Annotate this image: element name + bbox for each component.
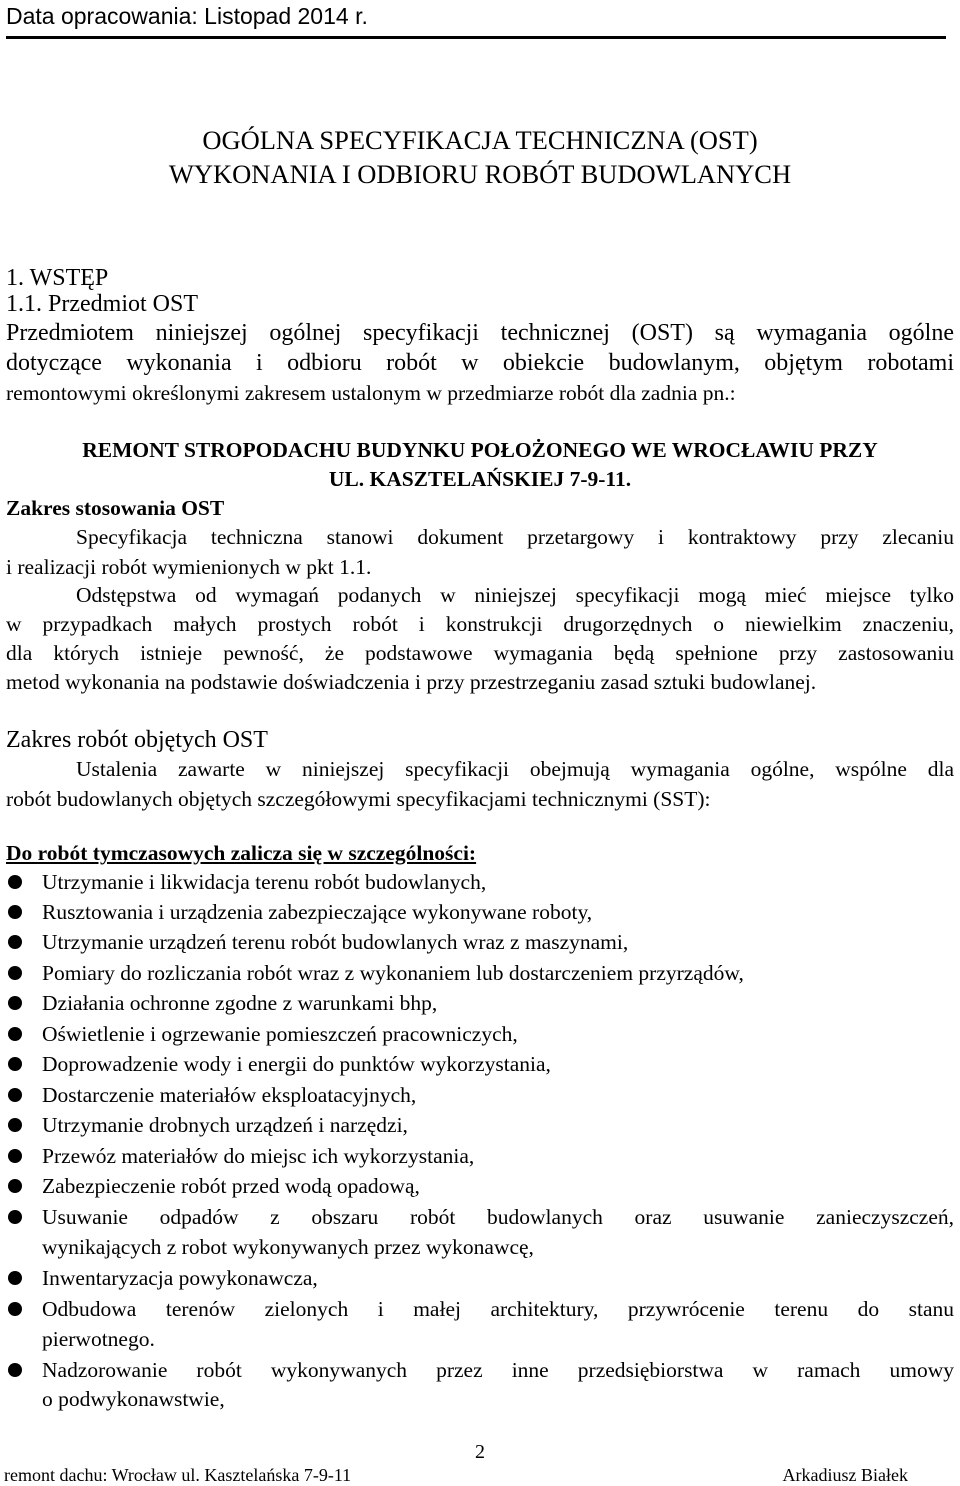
bullet-icon bbox=[8, 1210, 22, 1224]
footer-right: Arkadiusz Białek bbox=[782, 1465, 908, 1485]
list-item: Zabezpieczenie robót przed wodą opadową, bbox=[42, 1174, 420, 1198]
works-paragraph-line: robót budowlanych objętych szczegółowymi specyfikacjami technicznymi (SST): bbox=[6, 787, 711, 811]
scope-paragraph-line: Specyfikacja techniczna stanowi dokument przetargowy i kontraktowy przy zlecaniu bbox=[76, 525, 954, 549]
list-item-continuation: wynikających z robot wykonywanych przez wykonawcę, bbox=[42, 1235, 534, 1259]
document-title-line-1: OGÓLNA SPECYFIKACJA TECHNICZNA (OST) bbox=[202, 125, 758, 155]
list-item: Inwentaryzacja powykonawcza, bbox=[42, 1266, 318, 1290]
temporary-works-heading: Do robót tymczasowych zalicza się w szczególności: bbox=[6, 841, 477, 865]
intro-paragraph-line: dotyczące wykonania i odbioru robót w obiekcie budowlanym, objętym robotami bbox=[6, 350, 954, 376]
list-item: Usuwanie odpadów z obszaru robót budowlanych oraz usuwanie zanieczyszczeń, bbox=[42, 1205, 954, 1229]
scope-heading: Zakres stosowania OST bbox=[6, 496, 225, 520]
bullet-icon bbox=[8, 1118, 22, 1132]
project-name-line-1: REMONT STROPODACHU BUDYNKU POŁOŻONEGO WE WROCŁAWIU PRZY bbox=[82, 438, 878, 462]
list-item-continuation: o podwykonawstwie, bbox=[42, 1387, 225, 1411]
page-header bbox=[6, 0, 946, 39]
bullet-icon bbox=[8, 1057, 22, 1071]
footer-left: remont dachu: Wrocław ul. Kasztelańska 7-9-11 bbox=[4, 1465, 352, 1485]
deviation-paragraph-line: w przypadkach małych prostych robót i konstrukcji drugorzędnych o niewielkim znaczeniu, bbox=[6, 612, 954, 636]
works-heading: Zakres robót objętych OST bbox=[6, 727, 268, 753]
page-number: 2 bbox=[475, 1441, 485, 1463]
bullet-icon bbox=[8, 1271, 22, 1285]
list-item: Oświetlenie i ogrzewanie pomieszczeń pracowniczych, bbox=[42, 1022, 518, 1046]
section-heading: 1. WSTĘP bbox=[6, 265, 109, 291]
bullet-icon bbox=[8, 875, 22, 889]
list-item: Utrzymanie urządzeń terenu robót budowlanych wraz z maszynami, bbox=[42, 930, 629, 954]
bullet-icon bbox=[8, 996, 22, 1010]
list-item: Dostarczenie materiałów eksploatacyjnych, bbox=[42, 1083, 417, 1107]
project-name-line-2: UL. KASZTELAŃSKIEJ 7-9-11. bbox=[328, 467, 632, 491]
subsection-heading: 1.1. Przedmiot OST bbox=[6, 291, 198, 317]
bullet-icon bbox=[8, 905, 22, 919]
bullet-icon bbox=[8, 1088, 22, 1102]
list-item: Działania ochronne zgodne z warunkami bhp, bbox=[42, 991, 438, 1015]
bullet-icon bbox=[8, 1302, 22, 1316]
list-item: Utrzymanie i likwidacja terenu robót budowlanych, bbox=[42, 870, 487, 894]
bullet-icon bbox=[8, 1027, 22, 1041]
bullet-icon bbox=[8, 1363, 22, 1377]
list-item: Przewóz materiałów do miejsc ich wykorzystania, bbox=[42, 1144, 475, 1168]
bullet-icon bbox=[8, 1149, 22, 1163]
header-date: Data opracowania: Listopad 2014 r. bbox=[6, 3, 368, 29]
intro-paragraph-line: remontowymi określonymi zakresem ustalonym w przedmiarze robót dla zadnia pn.: bbox=[6, 381, 736, 405]
bullet-icon bbox=[8, 966, 22, 980]
bullet-icon bbox=[8, 935, 22, 949]
deviation-paragraph-line: metod wykonania na podstawie doświadczenia i przy przestrzeganiu zasad sztuki budowlanej. bbox=[6, 670, 817, 694]
scope-paragraph-line: i realizacji robót wymienionych w pkt 1.1. bbox=[6, 555, 372, 579]
list-item: Utrzymanie drobnych urządzeń i narzędzi, bbox=[42, 1113, 408, 1137]
document-title-line-2: WYKONANIA I ODBIORU ROBÓT BUDOWLANYCH bbox=[168, 159, 792, 189]
list-item: Rusztowania i urządzenia zabezpieczające wykonywane roboty, bbox=[42, 900, 593, 924]
bullet-icon bbox=[8, 1179, 22, 1193]
deviation-paragraph-line: Odstępstwa od wymagań podanych w niniejszej specyfikacji mogą mieć miejsce tylko bbox=[76, 583, 954, 607]
list-item-continuation: pierwotnego. bbox=[42, 1327, 155, 1351]
list-item: Nadzorowanie robót wykonywanych przez inne przedsiębiorstwa w ramach umowy bbox=[42, 1358, 954, 1382]
intro-paragraph-line: Przedmiotem niniejszej ogólnej specyfikacji technicznej (OST) są wymagania ogólne bbox=[6, 320, 954, 346]
list-item: Pomiary do rozliczania robót wraz z wykonaniem lub dostarczeniem przyrządów, bbox=[42, 961, 744, 985]
list-item: Doprowadzenie wody i energii do punktów wykorzystania, bbox=[42, 1052, 551, 1076]
works-paragraph-line: Ustalenia zawarte w niniejszej specyfikacji obejmują wymagania ogólne, wspólne dla bbox=[76, 757, 954, 781]
deviation-paragraph-line: dla których istnieje pewność, że podstawowe wymagania będą spełnione przy zastosowaniu bbox=[6, 641, 954, 665]
list-item: Odbudowa terenów zielonych i małej architektury, przywrócenie terenu do stanu bbox=[42, 1297, 954, 1321]
